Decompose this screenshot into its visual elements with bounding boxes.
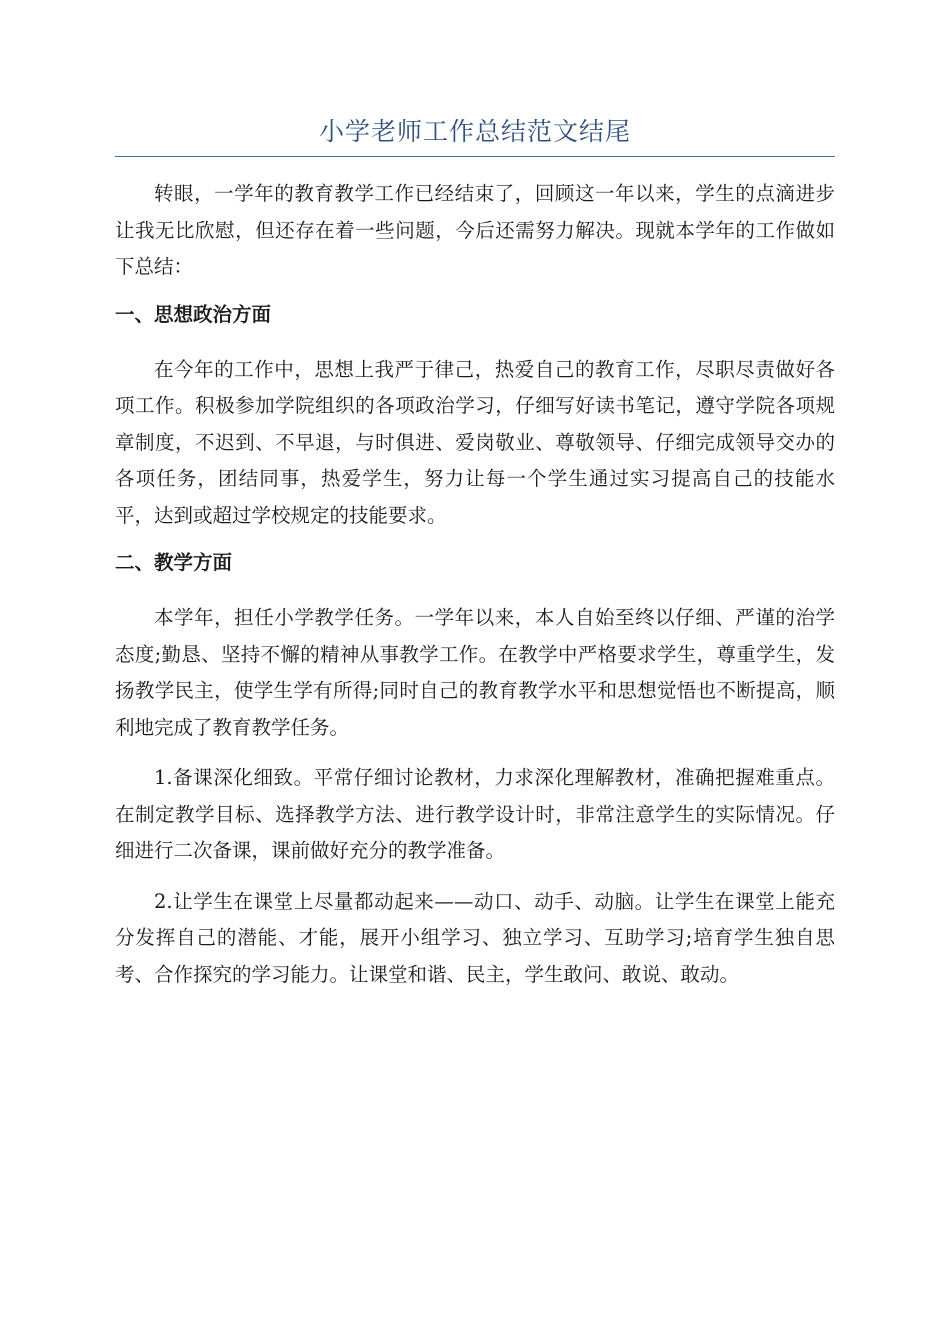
- section-heading-teaching: 二、教学方面: [115, 551, 233, 574]
- teaching-paragraph: 本学年，担任小学教学任务。一学年以来，本人自始至终以仔细、严谨的治学态度;勤恳、坚持不懈的精神从事教学工作。在教学中严格要求学生，尊重学生，发扬教学民主，使学生学有所得;同时自己的教育教学水平和思想觉悟也不断提高，顺利地完成了教育教学任务。: [115, 606, 835, 739]
- title-block: [115, 112, 835, 157]
- intro-paragraph: 转眼，一学年的教育教学工作已经结束了，回顾这一年以来，学生的点滴进步让我无比欣慰，但还存在着一些问题，今后还需努力解决。现就本学年的工作做如下总结：: [115, 182, 835, 278]
- section-heading-political: 一、思想政治方面: [115, 302, 272, 326]
- political-paragraph: 在今年的工作中，思想上我严于律己，热爱自己的教育工作，尽职尽责做好各项工作。积极参加学院组织的各项政治学习，仔细写好读书笔记，遵守学院各项规章制度，不迟到、不早退，与时俱进、爱岗敬业、尊敬领导、仔细完成领导交办的各项任务，团结同事，热爱学生，努力让每一个学生通过实习提高自己的技能水平，达到或超过学校规定的技能要求。: [115, 357, 835, 527]
- document-title: 小学老师工作总结范文结尾: [318, 117, 631, 146]
- document-body: [115, 176, 835, 1007]
- teaching-item-2: 2.让学生在课堂上尽量都动起来——动口、动手、动脑。让学生在课堂上能充分发挥自己的潜能、才能，展开小组学习、独立学习、互助学习;培育学生独自思考、合作探究的学习能力。让课堂和谐、民主，学生敢问、敢说、敢动。: [115, 889, 835, 986]
- teaching-item-1: 1.备课深化细致。平常仔细讨论教材，力求深化理解教材，准确把握难重点。在制定教学目标、选择教学方法、进行教学设计时，非常注意学生的实际情况。仔细进行二次备课，课前做好充分的教学准备。: [115, 766, 835, 862]
